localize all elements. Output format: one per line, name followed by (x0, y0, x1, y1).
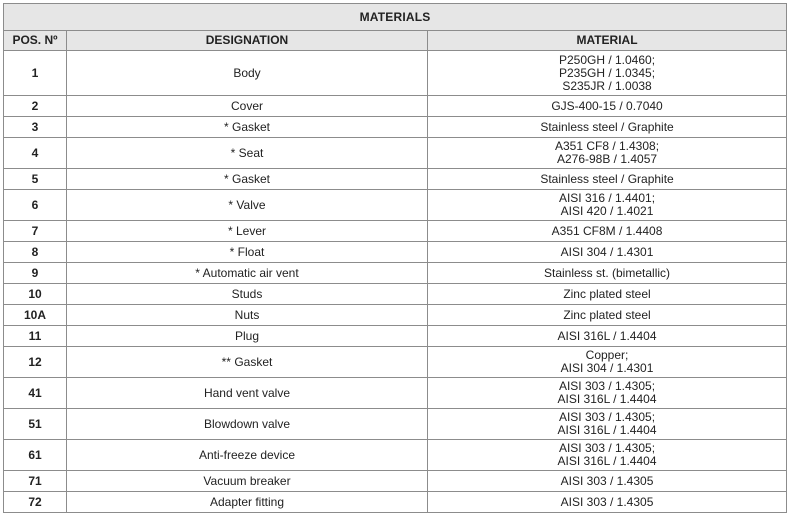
table-row (4, 190, 787, 221)
cell-material (428, 169, 787, 190)
cell-material (428, 492, 787, 513)
cell-designation: * Float (67, 242, 428, 263)
material-line: Zinc plated steel (563, 286, 651, 301)
cell-material (428, 284, 787, 305)
cell-pos: 51 (4, 409, 67, 440)
table-row (4, 471, 787, 492)
cell-pos: 71 (4, 471, 67, 492)
cell-pos: 12 (4, 347, 67, 378)
cell-pos: 10 (4, 284, 67, 305)
cell-designation: Body (67, 51, 428, 96)
cell-pos: 2 (4, 96, 67, 117)
table-row (4, 51, 787, 96)
table-body (4, 51, 787, 513)
table-row (4, 284, 787, 305)
material-line: S235JR / 1.0038 (562, 78, 652, 93)
cell-pos: 8 (4, 242, 67, 263)
cell-designation: * Gasket (67, 169, 428, 190)
cell-designation: ** Gasket (67, 347, 428, 378)
cell-designation: * Gasket (67, 117, 428, 138)
cell-designation: Studs (67, 284, 428, 305)
material-line: AISI 303 / 1.4305; (558, 410, 656, 424)
cell-designation: * Seat (67, 138, 428, 169)
cell-material (428, 440, 787, 471)
table-row (4, 378, 787, 409)
material-line: AISI 420 / 1.4021 (560, 204, 654, 218)
material-line: P235GH / 1.0345; (558, 65, 656, 80)
cell-pos: 7 (4, 221, 67, 242)
material-line: Stainless steel / Graphite (540, 119, 674, 134)
cell-material (428, 347, 787, 378)
cell-designation: * Lever (67, 221, 428, 242)
cell-designation: Adapter fitting (67, 492, 428, 513)
cell-material (428, 471, 787, 492)
material-line: AISI 316L / 1.4404 (557, 454, 657, 468)
cell-designation: Anti-freeze device (67, 440, 428, 471)
materials-table-container (3, 3, 787, 513)
material-line: AISI 303 / 1.4305 (560, 494, 654, 509)
table-header-row (4, 31, 787, 51)
table-row (4, 263, 787, 284)
cell-material (428, 221, 787, 242)
cell-designation: * Valve (67, 190, 428, 221)
table-row (4, 440, 787, 471)
table-row (4, 492, 787, 513)
material-line: Zinc plated steel (563, 307, 651, 322)
cell-designation: Cover (67, 96, 428, 117)
cell-designation: Vacuum breaker (67, 471, 428, 492)
material-line: AISI 303 / 1.4305 (560, 473, 654, 488)
materials-table (3, 3, 787, 513)
table-row (4, 347, 787, 378)
cell-designation: Plug (67, 326, 428, 347)
material-line: Stainless st. (bimetallic) (543, 265, 671, 280)
material-line: AISI 316L / 1.4404 (557, 392, 657, 406)
cell-material (428, 409, 787, 440)
cell-material (428, 138, 787, 169)
cell-designation: * Automatic air vent (67, 263, 428, 284)
table-row (4, 242, 787, 263)
material-line: AISI 303 / 1.4305; (558, 441, 656, 455)
cell-pos: 9 (4, 263, 67, 284)
header-pos: POS. Nº (4, 31, 67, 51)
material-line: A351 CF8M / 1.4408 (551, 223, 663, 238)
cell-material (428, 378, 787, 409)
material-line: AISI 316L / 1.4404 (557, 423, 657, 437)
cell-pos: 11 (4, 326, 67, 347)
cell-material (428, 326, 787, 347)
table-row (4, 305, 787, 326)
cell-pos: 1 (4, 51, 67, 96)
material-line: Copper; (585, 348, 629, 362)
table-row (4, 96, 787, 117)
header-designation: DESIGNATION (67, 31, 428, 51)
table-row (4, 117, 787, 138)
cell-material (428, 117, 787, 138)
material-line: A351 CF8 / 1.4308; (554, 139, 660, 153)
cell-pos: 5 (4, 169, 67, 190)
cell-pos: 4 (4, 138, 67, 169)
cell-designation: Nuts (67, 305, 428, 326)
header-material: MATERIAL (428, 31, 787, 51)
cell-pos: 3 (4, 117, 67, 138)
table-title: MATERIALS (4, 4, 787, 31)
table-row (4, 326, 787, 347)
cell-material (428, 263, 787, 284)
material-line: AISI 316L / 1.4404 (557, 328, 657, 343)
cell-pos: 61 (4, 440, 67, 471)
cell-designation: Hand vent valve (67, 378, 428, 409)
material-line: AISI 304 / 1.4301 (560, 361, 654, 375)
material-line: P250GH / 1.0460; (558, 52, 656, 67)
cell-pos: 41 (4, 378, 67, 409)
table-row (4, 169, 787, 190)
table-row (4, 409, 787, 440)
cell-designation: Blowdown valve (67, 409, 428, 440)
material-line: AISI 316 / 1.4401; (558, 191, 656, 205)
material-line: Stainless steel / Graphite (540, 171, 674, 186)
material-line: AISI 303 / 1.4305; (558, 379, 656, 393)
cell-material (428, 242, 787, 263)
cell-material (428, 51, 787, 96)
cell-material (428, 190, 787, 221)
table-title-row (4, 4, 787, 31)
material-line: GJS-400-15 / 0.7040 (551, 98, 663, 113)
table-row (4, 221, 787, 242)
cell-pos: 10A (4, 305, 67, 326)
cell-pos: 72 (4, 492, 67, 513)
cell-material (428, 96, 787, 117)
table-row (4, 138, 787, 169)
cell-pos: 6 (4, 190, 67, 221)
material-line: A276-98B / 1.4057 (556, 152, 658, 166)
cell-material (428, 305, 787, 326)
material-line: AISI 304 / 1.4301 (560, 244, 654, 259)
